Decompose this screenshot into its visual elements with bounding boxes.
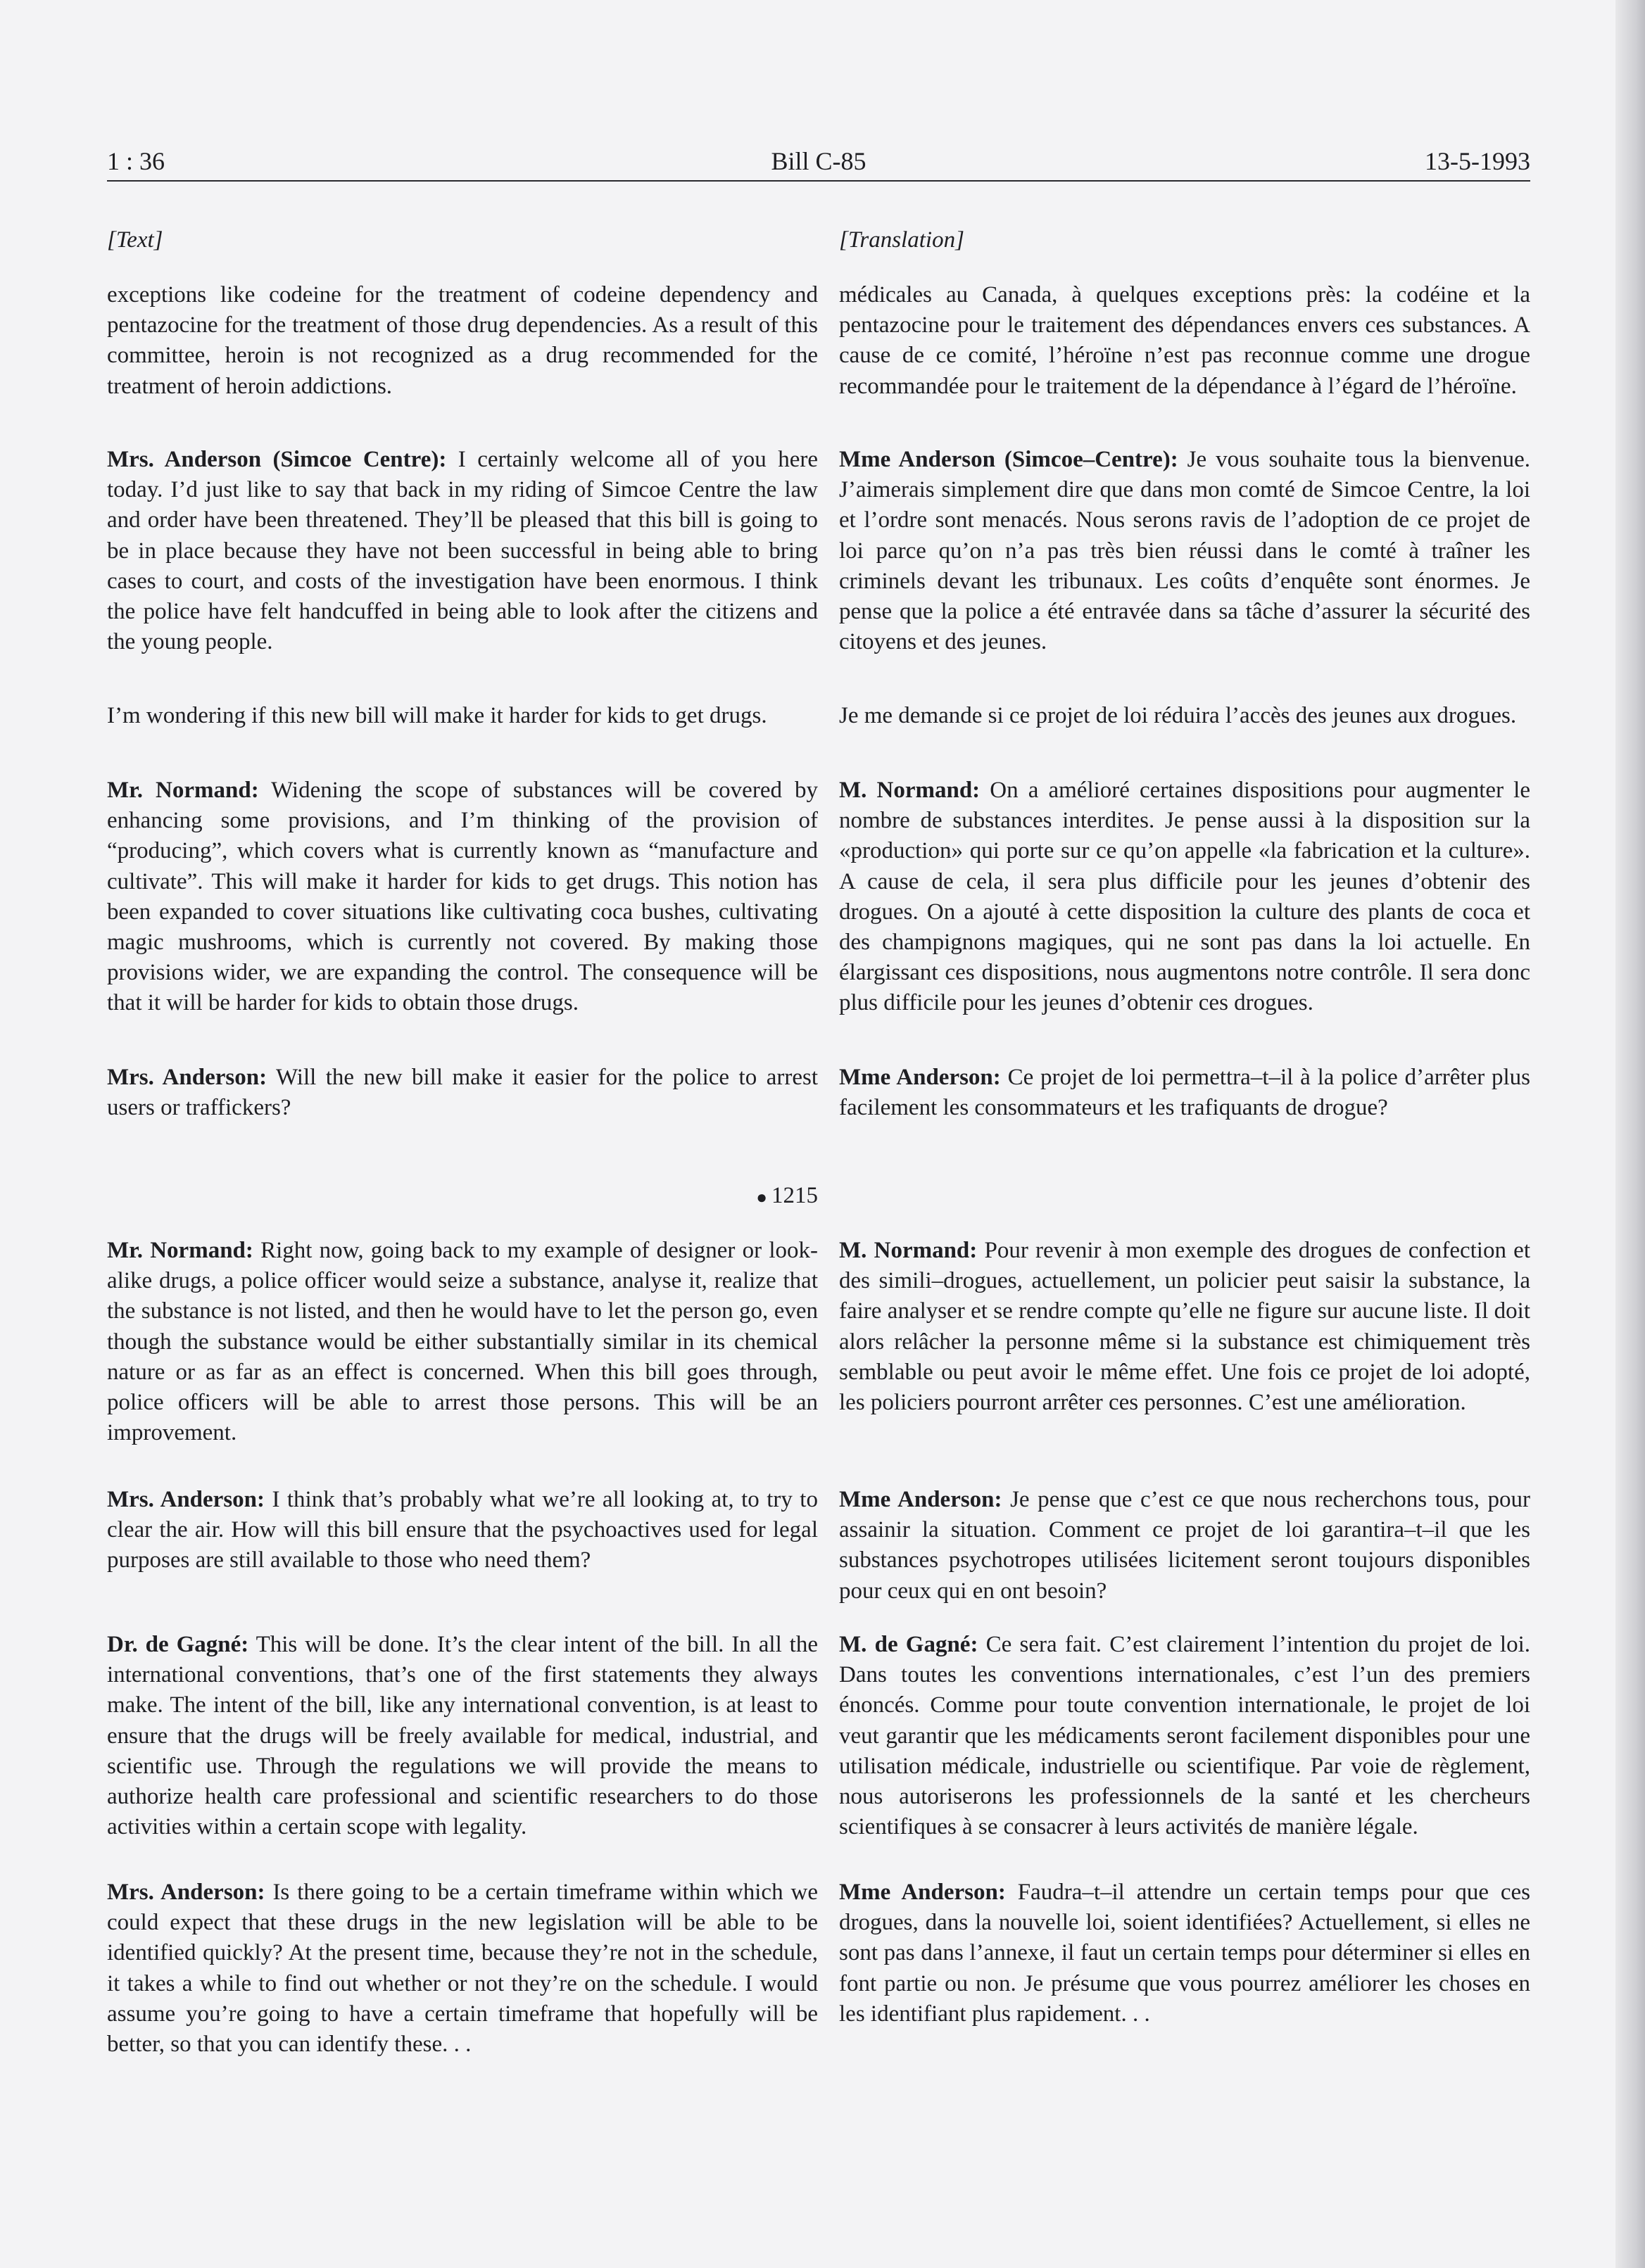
french-column xyxy=(839,225,1530,2027)
paragraph: M. de Gagné: Ce sera fait. C’est clairement l’intention du projet de loi. Dans toutes les conventions internationales, c’est l’un des premiers énoncés. Comme pour toute convention internationale, le projet de loi veut garantir que les médicaments seront facilement disponibles pour une utilisation médicale, industrielle ou scientifique. Par voie de règlement, nous autoriserons les professionnels de la santé et les chercheurs scientifiques à se consacrer à leurs activités de manière légale. xyxy=(839,1632,1530,1840)
paragraph: Mrs. Anderson: Is there going to be a certain timeframe within which we could expect that these drugs in the new legislation will be able to be identified quickly? At the present time, because they’re not in the schedule, it takes a while to find out whether or not they’re on the schedule. I would assume you’re going to have a certain timeframe that hopefully will be better, so that you can identify these. . . xyxy=(107,1880,818,2058)
english-column xyxy=(107,225,818,2058)
sitting-date: 13-5-1993 xyxy=(1425,147,1530,175)
column-label: [Text] xyxy=(107,227,163,253)
speaker-name: M. de Gagné: xyxy=(839,1632,978,1657)
speaker-name: Mme Anderson: xyxy=(839,1487,1002,1512)
speaker-name: Mme Anderson (Simcoe–Centre): xyxy=(839,447,1178,472)
paragraph: I’m wondering if this new bill will make it harder for kids to get drugs. xyxy=(107,703,767,728)
paragraph: Mrs. Anderson: I think that’s probably what we’re all looking at, to try to clear the air. How will this bill ensure that the psychoactives used for legal purposes are still available to those who need them? xyxy=(107,1487,818,1573)
running-header xyxy=(107,138,1530,182)
bill-title: Bill C-85 xyxy=(771,147,866,175)
time-marker: ● 1215 xyxy=(756,1183,818,1208)
paragraph: Dr. de Gagné: This will be done. It’s the clear intent of the bill. In all the international conventions, that’s one of the first statements they always make. The intent of the bill, like any international convention, is at least to ensure that the drugs will be freely available for medical, industrial, and scientific use. Through the regulations we will provide the means to authorize health care professional and scientific researchers to do those activities within a certain scope with legality. xyxy=(107,1632,818,1840)
paragraph: Mrs. Anderson (Simcoe Centre): I certainly welcome all of you here today. I’d just like to say that back in my riding of Simcoe Centre the law and order have been threatened. They’ll be pleased that this bill is going to be in place because they have not been successful in being able to bring cases to court, and costs of the investigation have been enormous. I think the police have felt handcuffed in being able to look after the citizens and the young people. xyxy=(107,447,818,655)
paragraph: Mr. Normand: Right now, going back to my example of designer or look-alike drugs, a police officer would seize a substance, analyse it, realize that the substance is not listed, and then he would have to let the person go, even though the substance would be either substantially similar in its chemical nature or as far as an effect is concerned. When this bill goes through, police officers will be able to arrest those persons. This will be an improvement. xyxy=(107,1238,818,1446)
column-label: [Translation] xyxy=(839,227,964,253)
paragraph: Mme Anderson: Faudra–t–il attendre un certain temps pour que ces drogues, dans la nouvelle loi, soient identifiées? Actuellement, si elles ne sont pas dans l’annexe, il faut un certain temps pour déterminer si elles en font partie ou non. Je présume que vous pourrez améliorer les choses en les identifiant plus rapidement. . . xyxy=(839,1880,1530,2027)
page-number: 1 : 36 xyxy=(107,147,165,175)
speaker-name: Mme Anderson: xyxy=(839,1065,1001,1090)
speaker-name: Mrs. Anderson (Simcoe Centre): xyxy=(107,447,447,472)
paragraph: Mrs. Anderson: Will the new bill make it easier for the police to arrest users or traffickers? xyxy=(107,1065,818,1121)
paragraph: Mme Anderson (Simcoe–Centre): Je vous souhaite tous la bienvenue. J’aimerais simplement dire que dans mon comté de Simcoe Centre, la loi et l’ordre sont menacés. Nous serons ravis de l’adoption de ce projet de loi parce qu’on n’a pas très bien réussi dans le comté à traîner les criminels devant les tribunaux. Les coûts d’enquête sont énormes. Je pense que la police a été entravée dans sa tâche d’assurer la sécurité des citoyens et des jeunes. xyxy=(839,447,1530,655)
speaker-name: Mme Anderson: xyxy=(839,1880,1006,1905)
paragraph: exceptions like codeine for the treatment of codeine dependency and pentazocine for the treatment of those drug dependencies. As a result of this committee, heroin is not recognized as a drug recommended for the treatment of heroin addictions. xyxy=(107,282,818,399)
paragraph: M. Normand: On a amélioré certaines dispositions pour augmenter le nombre de substances interdites. Je pense aussi à la disposition sur la «production» qui porte sur ce qu’on appelle «la fabrication et la culture». A cause de cela, il sera plus difficile pour les jeunes d’obtenir des drogues. On a ajouté à cette disposition la culture des plants de coca et des champignons magiques, qui ne sont pas dans la loi actuelle. En élargissant ces dispositions, nous augmentons notre contrôle. Il sera donc plus difficile pour les jeunes d’obtenir ces drogues. xyxy=(839,778,1530,1016)
speaker-name: Mr. Normand: xyxy=(107,778,259,803)
paragraph: Mme Anderson: Je pense que c’est ce que nous recherchons tous, pour assainir la situation. Comment ce projet de loi garantira–t–il que les substances psychotropes utilisées licitement seront toujours disponibles pour ceux qui en ont besoin? xyxy=(839,1487,1530,1604)
page-edge-shadow xyxy=(1615,0,1645,2268)
speaker-name: M. Normand: xyxy=(839,1238,978,1263)
paragraph: Mr. Normand: Widening the scope of substances will be covered by enhancing some provisions, and I’m thinking of the provision of “producing”, which covers what is currently known as “manufacture and cultivate”. This will make it harder for kids to get drugs. This notion has been expanded to cover situations like cultivating coca bushes, cultivating magic mushrooms, which is currently not covered. By making those provisions wider, we are expanding the control. The consequence will be that it will be harder for kids to obtain those drugs. xyxy=(107,778,818,1016)
speaker-name: Mrs. Anderson: xyxy=(107,1880,265,1905)
paragraph: médicales au Canada, à quelques exceptions près: la codéine et la pentazocine pour le traitement des dépendances envers ces substances. A cause de ce comité, l’héroïne n’est pas reconnue comme une drogue recommandée pour le traitement de la dépendance à l’égard de l’héroïne. xyxy=(839,282,1530,399)
bullet-icon: ● xyxy=(756,1186,767,1208)
paragraph: M. Normand: Pour revenir à mon exemple des drogues de confection et des simili–drogues, actuellement, un policier peut saisir la substance, la faire analyser et se rendre compte qu’elle ne figure sur aucune liste. Il doit alors relâcher la personne même si la substance est chimiquement très semblable ou peut avoir le même effet. Une fois ce projet de loi adopté, les policiers pourront arrêter ces personnes. C’est une amélioration. xyxy=(839,1238,1530,1416)
speaker-name: Dr. de Gagné: xyxy=(107,1632,249,1657)
paragraph: Mme Anderson: Ce projet de loi permettra–t–il à la police d’arrêter plus facilement les consommateurs et les trafiquants de drogue? xyxy=(839,1065,1530,1121)
paragraph: Je me demande si ce projet de loi réduira l’accès des jeunes aux drogues. xyxy=(839,703,1517,728)
speaker-name: Mr. Normand: xyxy=(107,1238,253,1263)
speaker-name: Mrs. Anderson: xyxy=(107,1065,267,1090)
speaker-name: Mrs. Anderson: xyxy=(107,1487,265,1512)
speaker-name: M. Normand: xyxy=(839,778,981,803)
